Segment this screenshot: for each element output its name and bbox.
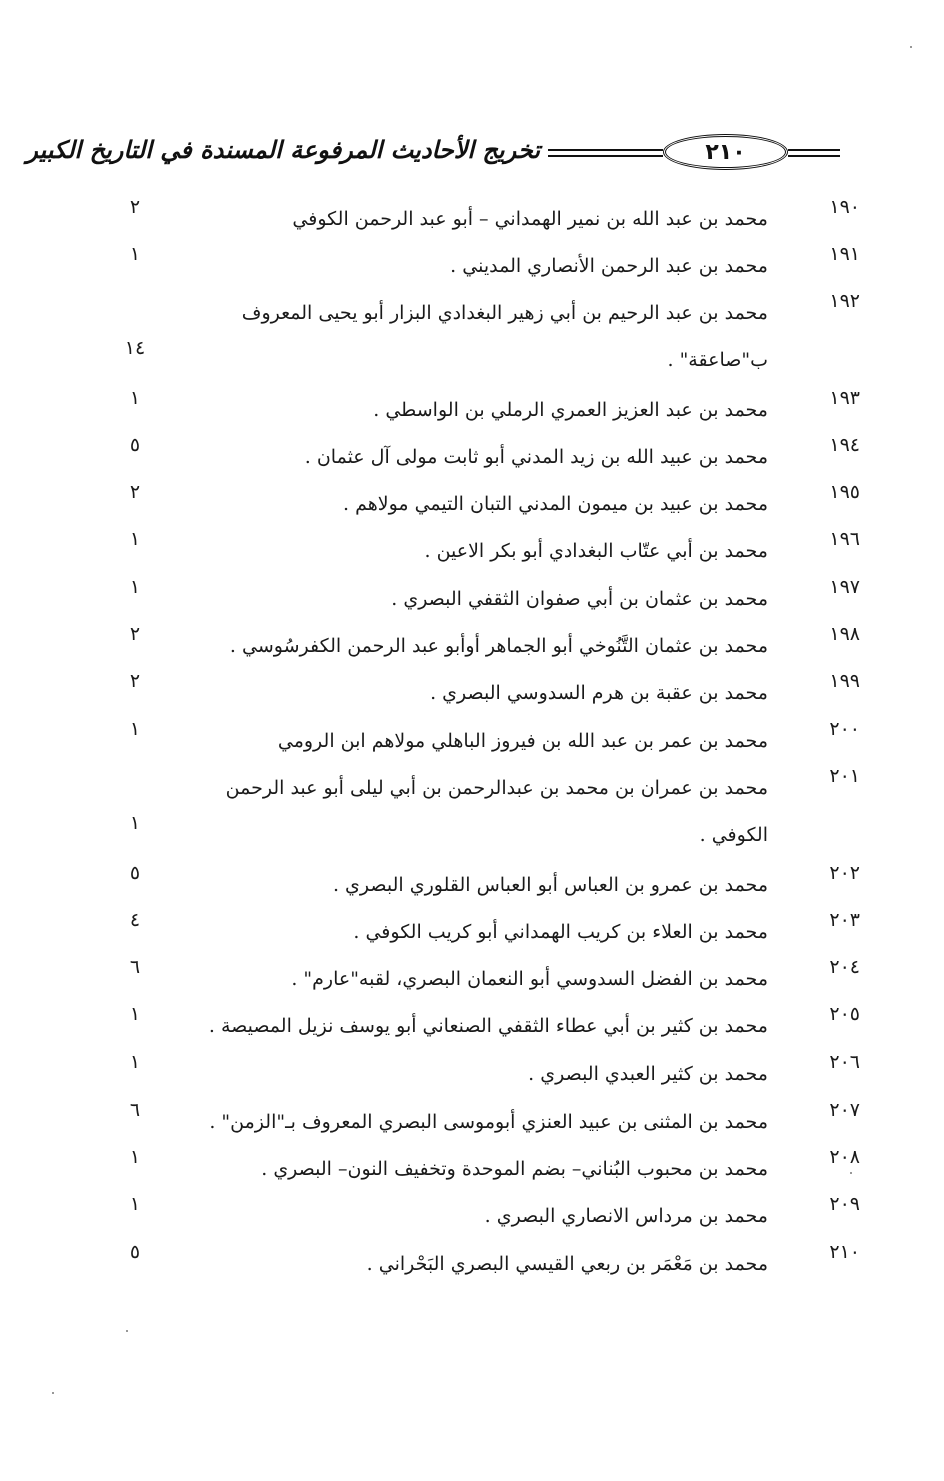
entry-count: ٥ [129,862,141,884]
entry-text: محمد بن عبيد الله بن زيد المدني أبو ثابت مولى آل عثمان . [304,446,768,468]
entry-number: ٢٠٦ [829,1051,860,1073]
header-rule-right [788,149,840,157]
entry-count: ٤ [129,909,141,931]
entry-number: ١٩٢ [829,290,860,312]
entry-number: ٢٠٥ [829,1003,860,1025]
scan-speck [126,1330,128,1332]
entry-number: ٢٠٩ [829,1193,860,1215]
header-title: تخريج الأحاديث المرفوعة المسندة في التاريخ الكبير [26,136,540,164]
entry-count: ١ [129,576,141,598]
entry-number: ٢٠١ [829,765,860,787]
entry-count: ٥ [129,434,141,456]
entry-text: محمد بن عثمان بن أبي صفوان الثقفي البصري . [391,588,768,610]
entry-count: ١ [129,1051,141,1073]
entry-text: محمد بن عثمان التَّنُوخي أبو الجماهر أوأبو عبد الرحمن الكفرسُوسي . [229,635,768,657]
entry-count: ١ [129,812,141,834]
entry-number: ١٩١ [829,243,860,265]
entry-number: ٢٠٤ [829,956,860,978]
entry-number: ٢٠٣ [829,909,860,931]
entry-number: ٢١٠ [829,1241,860,1263]
entry-count: ١ [129,1003,141,1025]
scan-speck [850,1172,852,1174]
page-number: ٢١٠ [705,139,746,165]
entry-text: محمد بن عبد العزيز العمري الرملي بن الواسطي . [373,399,768,421]
entry-count: ٦ [129,956,141,978]
entry-count: ٢ [129,481,141,503]
entry-count: ١ [129,528,141,550]
entry-text: محمد بن عمر بن عبد الله بن فيروز الباهلي مولاهم ابن الرومي [277,730,768,752]
entry-number: ١٩٩ [829,670,860,692]
entry-text: محمد بن عبد الرحيم بن أبي زهير البغدادي البزار أبو يحيى المعروف ب"صاعقة" . [241,302,768,371]
scan-speck [910,46,912,48]
entry-number: ١٩٨ [829,623,860,645]
entry-text: محمد بن أبي عتّاب البغدادي أبو بكر الاعين . [424,540,768,562]
entry-text: محمد بن عقبة بن هرم السدوسي البصري . [430,682,768,704]
entry-text: محمد بن مرداس الانصاري البصري . [484,1205,768,1227]
running-header [26,130,840,176]
entry-count: ١ [129,243,141,265]
entry-number: ٢٠٨ [829,1146,860,1168]
entry-count: ٢ [129,670,141,692]
entry-count: ١ [129,1146,141,1168]
entry-text: محمد بن عبيد بن ميمون المدني التبان التيمي مولاهم . [342,493,768,515]
entry-text: محمد بن الفضل السدوسي أبو النعمان البصري، لقبه"عارم" . [291,968,768,990]
scan-speck [52,1392,54,1394]
entry-number: ٢٠٠ [829,718,860,740]
entry-number: ١٩٠ [829,196,860,218]
header-rule-left [548,149,663,157]
entry-text: محمد بن العلاء بن كريب الهمداني أبو كريب الكوفي . [353,921,768,943]
entry-text: محمد بن كثير بن أبي عطاء الثقفي الصنعاني أبو يوسف نزيل المصيصة . [208,1015,768,1037]
entry-number: ١٩٥ [829,481,860,503]
entry-count: ١ [129,1193,141,1215]
entry-text: محمد بن عبد الرحمن الأنصاري المديني . [450,255,768,277]
entry-text: محمد بن كثير العبدي البصري . [528,1063,768,1085]
page-number-oval [663,134,788,170]
entry-count: ١٤ [124,337,146,359]
entry-count: ٦ [129,1099,141,1121]
entry-number: ٢٠٧ [829,1099,860,1121]
entry-number: ١٩٣ [829,387,860,409]
entry-count: ١ [129,387,141,409]
entry-count: ١ [129,718,141,740]
entry-text: محمد بن مَعْمَر بن ربعي القيسي البصري البَحْراني . [366,1253,768,1275]
entry-number: ١٩٧ [829,576,860,598]
entry-text: محمد بن عبد الله بن نمير الهمداني – أبو عبد الرحمن الكوفي [292,208,768,230]
entry-text: محمد بن محبوب البُناني– بضم الموحدة وتخفيف النون– البصري . [261,1158,768,1180]
entry-text: محمد بن عمران بن محمد بن عبدالرحمن بن أبي ليلى أبو عبد الرحمن الكوفي . [225,777,768,846]
entry-text: محمد بن عمرو بن العباس أبو العباس القلوري البصري . [332,874,768,896]
entry-text: محمد بن المثنى بن عبيد العنزي أبوموسى البصري المعروف بـ"الزمن" . [209,1111,768,1133]
entry-count: ٢ [129,623,141,645]
entry-number: ١٩٦ [829,528,860,550]
entry-count: ٢ [129,196,141,218]
entry-number: ٢٠٢ [829,862,860,884]
entry-number: ١٩٤ [829,434,860,456]
entry-count: ٥ [129,1241,141,1263]
